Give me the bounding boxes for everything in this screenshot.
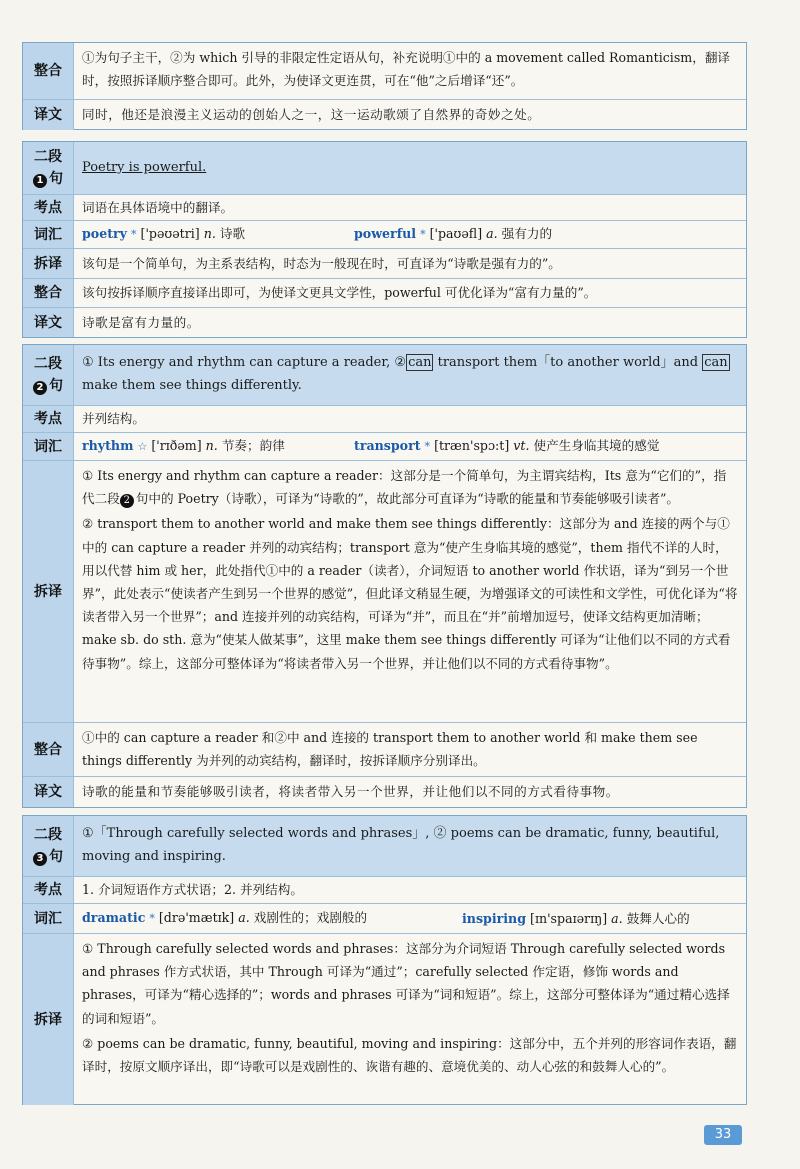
content-yiwen: 诗歌的能量和节奏能够吸引读者，将读者带入另一个世界，并让他们以不同的方式看待事物。 — [73, 777, 746, 807]
row-chaiyi — [23, 933, 746, 1105]
block-0 — [22, 42, 747, 130]
content-chaiyi: ① Through carefully selected words and phrases：这部分为介词短语 Through carefully selected words and phrases 作方式状语，其中 Through 可译为“通过”；carefully selected 作定语，修饰 words and phrases，可译为“精心选择的”；words and phrases 可译为“词和短语”。综上，这部分可整体译为“通过精心选择的词和短语”。 ② poems can be dramatic, funny, beautiful, moving and inspiring：这部分中，五个并列的形容词作表语，翻译时，按原文顺序译出，即“诗歌可以是戏剧性的、诙谐有趣的、意境优美的、动人心弦的和鼓舞人心的”。 — [73, 934, 746, 1105]
content-zhenghe: 该句按拆译顺序直接译出即可，为使译文更具文学性，powerful 可优化译为“富有力量的”。 — [73, 279, 746, 307]
row-cihui — [23, 432, 746, 460]
vocab-entry: poetry * ['pəʊətri] n. 诗歌 — [82, 226, 246, 242]
label-kaodian: 考点 — [23, 877, 73, 903]
row-cihui — [23, 220, 746, 248]
vocab-entry: powerful * ['paʊəfl] a. 强有力的 — [354, 226, 553, 242]
content-kaodian: 并列结构。 — [73, 406, 746, 432]
content-cihui — [73, 904, 746, 933]
block-3 — [22, 815, 747, 1105]
content-yiwen: 诗歌是富有力量的。 — [73, 308, 746, 337]
vocab-entry: rhythm ☆ ['rɪðəm] n. 节奏；韵律 — [82, 438, 285, 454]
label-chaiyi: 拆译 — [23, 461, 73, 722]
label-chaiyi: 拆译 — [23, 934, 73, 1105]
row-yiwen — [23, 307, 746, 337]
label-zhenghe: 整合 — [23, 723, 73, 776]
row-yiwen — [23, 776, 746, 807]
content-zhenghe: ①为句子主干，②为 which 引导的非限定性定语从句，补充说明①中的 a movement called Romanticism，翻译时，按照拆译顺序整合即可。此外，为使译文更连贯，可在“他”之后增译“还”。 — [73, 43, 746, 99]
sentence-text: ①「Through carefully selected words and phrases」, ② poems can be dramatic, funny, beautiful, moving and inspiring. — [73, 816, 746, 876]
row-sentence — [23, 816, 746, 876]
content-zhenghe: ①中的 can capture a reader 和②中 and 连接的 transport them to another world 和 make them see things differently 为并列的动宾结构，翻译时，按拆译顺序分别译出。 — [73, 723, 746, 776]
content-kaodian: 词语在具体语境中的翻译。 — [73, 195, 746, 220]
row-chaiyi — [23, 460, 746, 722]
label-zhenghe: 整合 — [23, 279, 73, 307]
block-2 — [22, 344, 747, 808]
label-yiwen: 译文 — [23, 777, 73, 807]
row-sentence — [23, 142, 746, 194]
label-cihui: 词汇 — [23, 904, 73, 933]
row-sentence — [23, 345, 746, 405]
sentence-text: ① Its energy and rhythm can capture a reader, ② can transport them「to another world」and can make them see things differently. — [73, 345, 746, 405]
row-zhenghe — [23, 722, 746, 776]
content-cihui — [73, 221, 746, 248]
label-chaiyi: 拆译 — [23, 249, 73, 278]
vocab-entry: inspiring [ɪn'spaɪərɪŋ] a. 鼓舞人心的 — [462, 910, 690, 926]
sentence-number-badge: 2 — [33, 381, 47, 395]
label-zhenghe: 整合 — [23, 43, 73, 99]
label-cihui: 词汇 — [23, 221, 73, 248]
content-cihui — [73, 433, 746, 460]
label-sentence: 二段 3 句 — [23, 816, 73, 876]
content-kaodian: 1. 介词短语作方式状语；2. 并列结构。 — [73, 877, 746, 903]
page-number: 33 — [704, 1125, 742, 1145]
label-kaodian: 考点 — [23, 406, 73, 432]
sentence-text: Poetry is powerful. — [73, 142, 746, 194]
content-yiwen: 同时，他还是浪漫主义运动的创始人之一，这一运动歌颂了自然界的奇妙之处。 — [73, 100, 746, 130]
label-cihui: 词汇 — [23, 433, 73, 460]
sentence-number-badge: 1 — [33, 174, 47, 188]
sentence-number-badge: 3 — [33, 852, 47, 866]
sentence-number-badge: 2 — [120, 494, 134, 508]
row-zhenghe — [23, 278, 746, 307]
row-kaodian — [23, 405, 746, 432]
label-sentence: 二段 1 句 — [23, 142, 73, 194]
block-1 — [22, 141, 747, 338]
row-kaodian — [23, 876, 746, 903]
vocab-entry: transport * [træn'spɔ:t] vt. 使产生身临其境的感觉 — [354, 438, 660, 454]
label-sentence: 二段 2 句 — [23, 345, 73, 405]
row-kaodian — [23, 194, 746, 220]
label-kaodian: 考点 — [23, 195, 73, 220]
row-zhenghe — [23, 43, 746, 99]
row-chaiyi — [23, 248, 746, 278]
row-cihui — [23, 903, 746, 933]
label-yiwen: 译文 — [23, 308, 73, 337]
label-yiwen: 译文 — [23, 100, 73, 130]
row-yiwen — [23, 99, 746, 130]
vocab-entry: dramatic * [drə'mætɪk] a. 戏剧性的；戏剧般的 — [82, 910, 368, 926]
content-chaiyi: ① Its energy and rhythm can capture a reader：这部分是一个简单句，为主谓宾结构，Its 意为“它们的”，指代二段 2 句中的 Poetry（诗歌），可译为“诗歌的”，故此部分可直译为“诗歌的能量和节奏能够吸引读者”。 ② transport them to another world and make them see things differently：这部分为 and 连接的两个与①中的 can capture a reader 并列的动宾结构；transport 意为“使产生身临其境的感觉”，them 指代不详的人时，用以代替 him 或 her，此处指代①中的 a reader（读者），介词短语 to another world 作状语，译为“到另一个世界”，此处表示“使读者产生到另一个世界的感觉”，但此译文稍显生硬，为增强译文的可读性和文学性，可优化译为“将读者带入另一个世界”；and 连接并列的动宾结构，可译为“并”，而且在“并”前增加逗号，使译文结构更加清晰；make sb. do sth. 意为“使某人做某事”，这里 make them see things differently 可译为“让他们以不同的方式看待事物”。综上，这部分可整体译为“将读者带入另一个世界，并让他们以不同的方式看待事物”。 — [73, 461, 746, 722]
content-chaiyi: 该句是一个简单句，为主系表结构，时态为一般现在时，可直译为“诗歌是强有力的”。 — [73, 249, 746, 278]
